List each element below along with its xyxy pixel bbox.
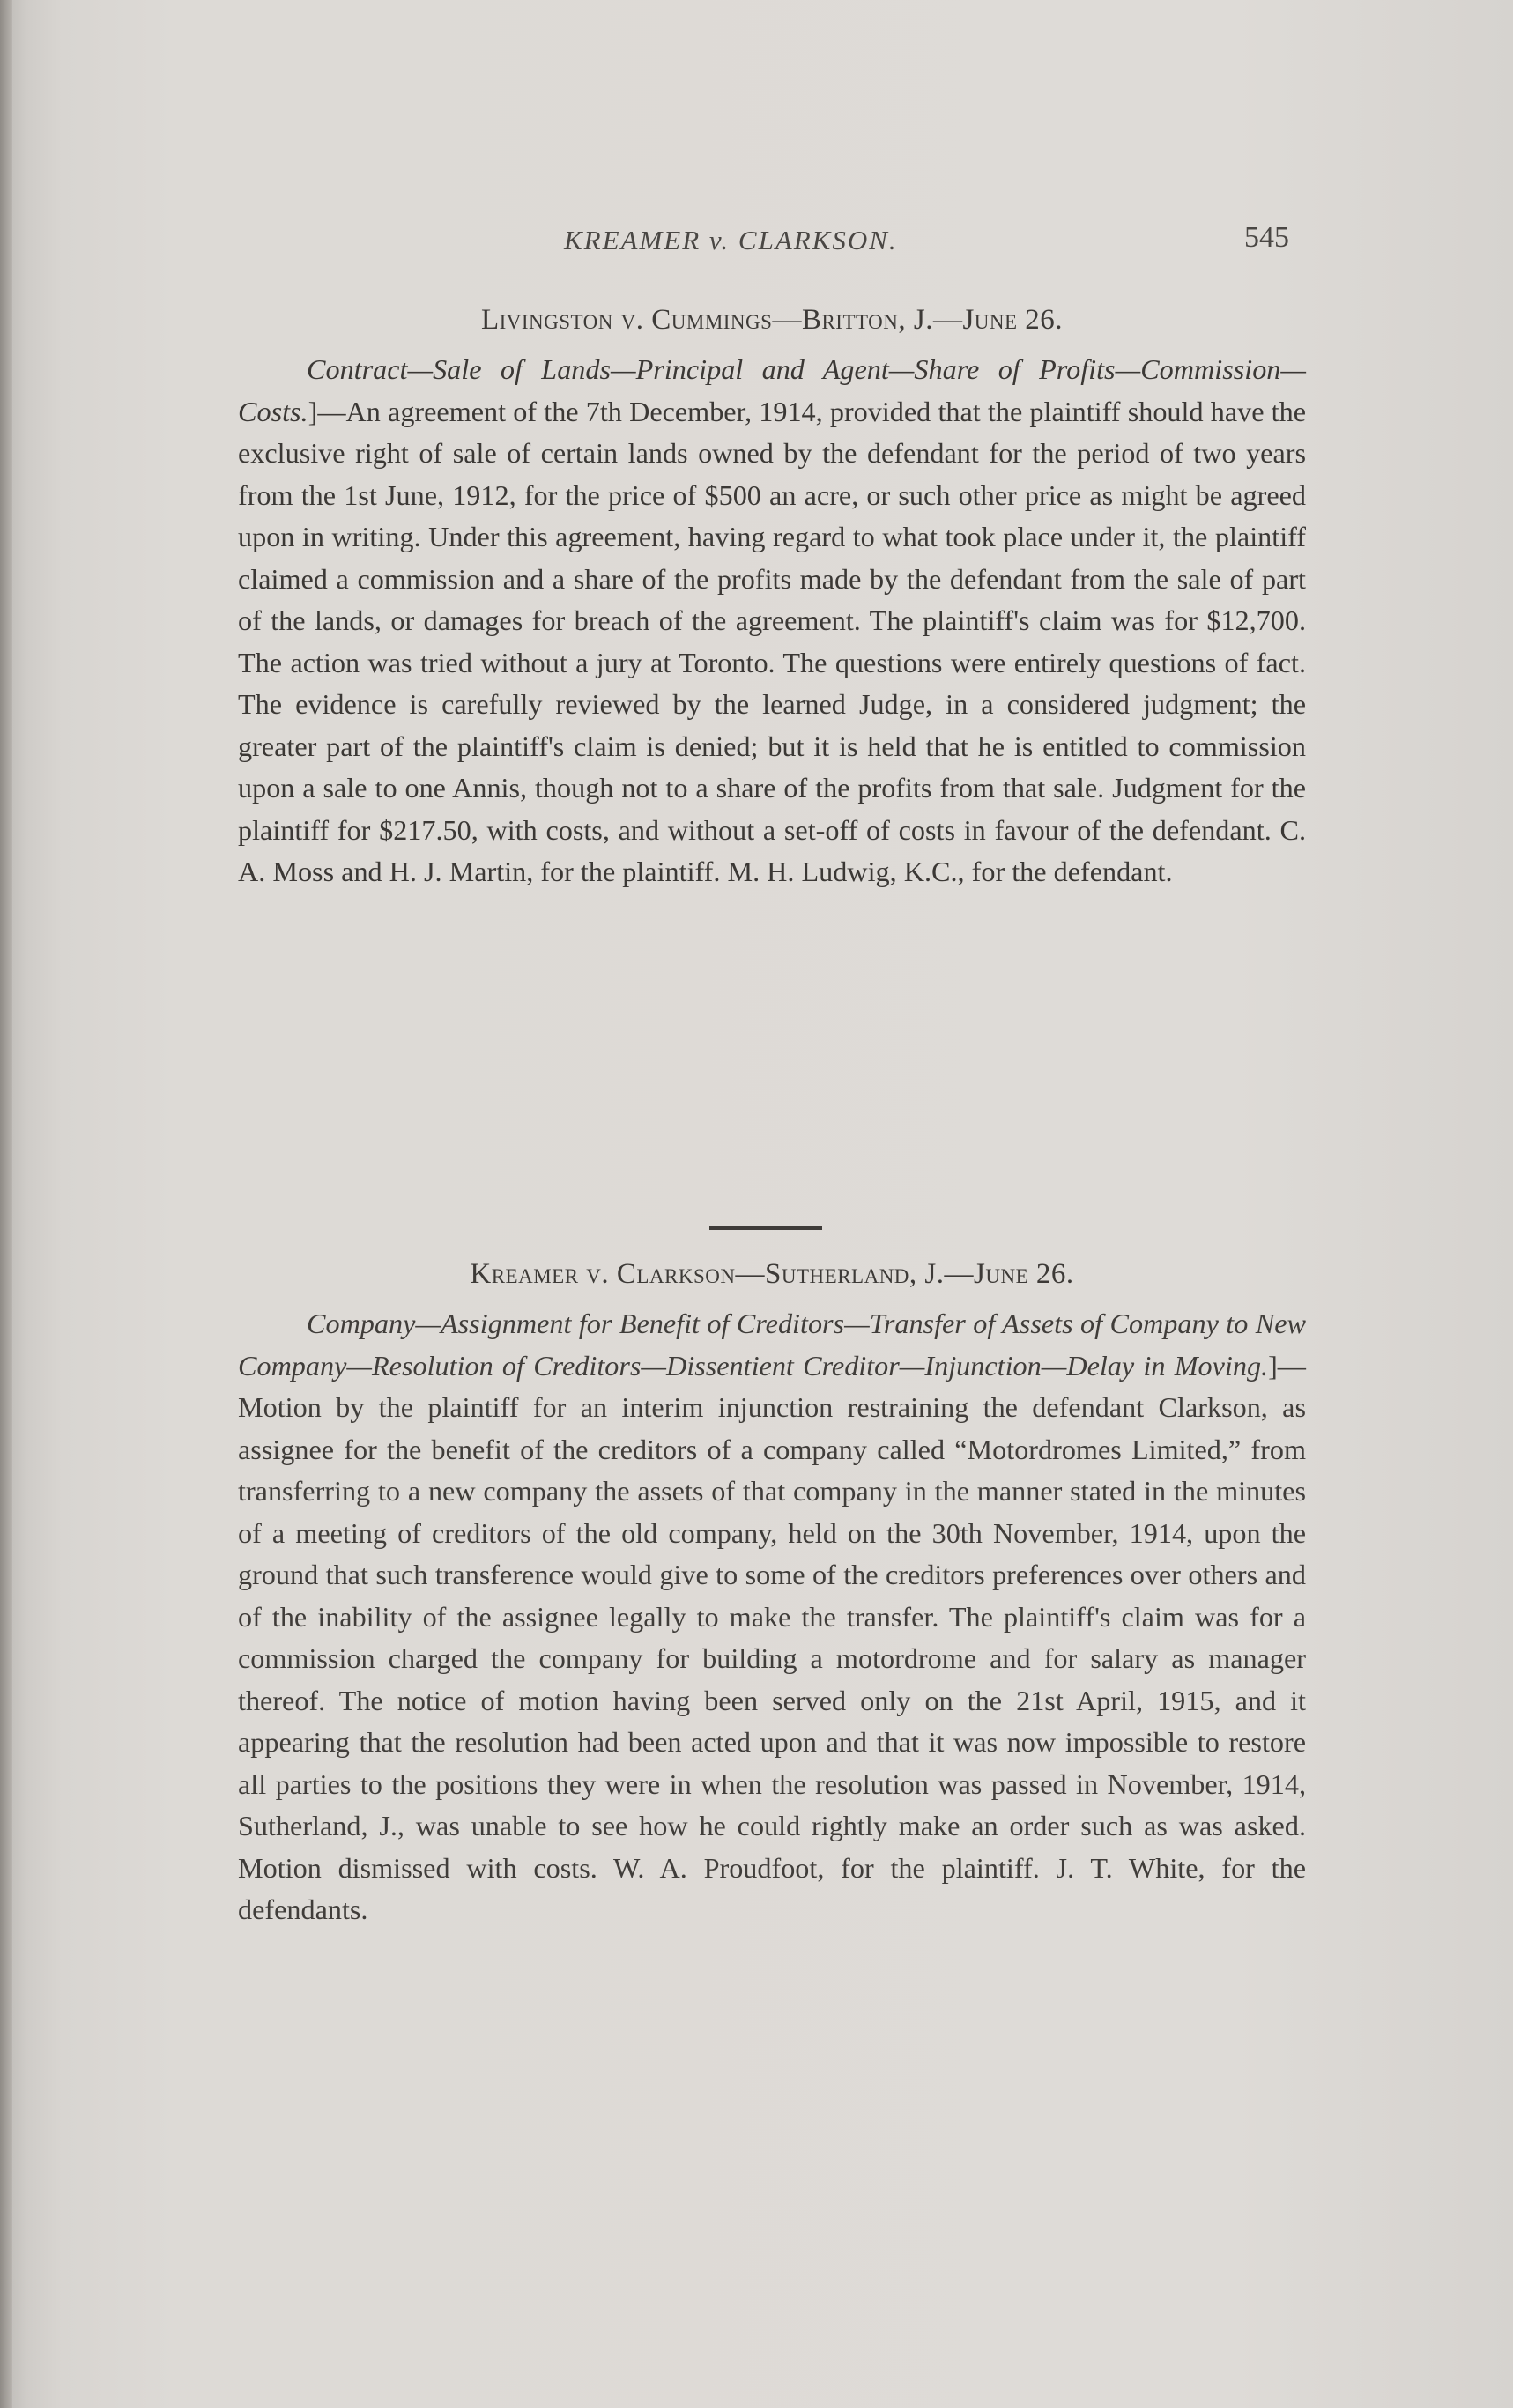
running-title: KREAMER v. CLARKSON. <box>564 225 898 256</box>
catchwords: Company—Assignment for Benefit of Creditors—Transfer of Assets of Company to New Company—Resolution of Creditors—Dissentient Creditor—Injunction—Delay in Moving. <box>238 1308 1306 1382</box>
case-kreamer-v-clarkson <box>238 1258 1306 1931</box>
binding-gutter <box>0 0 12 2408</box>
page-number: 545 <box>1244 221 1289 254</box>
case-body-text: ]—Motion by the plaintiff for an interim injunction restraining the defendant Clarkson, as assignee for the benefit of the creditors of a company called “Motordromes Limited,” from transferring to a new company the assets of that company in the manner stated in the minutes of a meeting of creditors of the old company, held on the 30th November, 1914, upon the ground that such transference would give to some of the creditors preferences over others and of the inability of the assignee legally to make the transfer. The plaintiff's claim was for a commission charged the company for building a motordrome and for salary as manager thereof. The notice of motion having been served only on the 21st April, 1915, and it appearing that the resolution had been acted upon and that it was now impossible to restore all parties to the positions they were in when the resolution was passed in November, 1914, Sutherland, J., was unable to see how he could rightly make an order such as was asked. Motion dismissed with costs. W. A. Proudfoot, for the plaintiff. J. T. White, for the defendants. <box>238 1349 1306 1925</box>
case-summary <box>238 349 1306 893</box>
case-heading <box>238 304 1306 337</box>
case-heading <box>238 1258 1306 1291</box>
catchwords: Contract—Sale of Lands—Principal and Agent—Share of Profits—Commission—Costs. <box>238 353 1306 427</box>
case-heading-text: Livingston v. Cummings—Britton, J.—June 26. <box>480 304 1064 336</box>
running-head <box>0 221 1513 278</box>
section-separator <box>709 1226 822 1230</box>
case-summary <box>238 1303 1306 1931</box>
case-heading-text: Kreamer v. Clarkson—Sutherland, J.—June 26. <box>470 1258 1074 1290</box>
case-livingston-v-cummings <box>238 304 1306 893</box>
case-body-text: ]—An agreement of the 7th December, 1914, provided that the plaintiff should have the exclusive right of sale of certain lands owned by the defendant for the period of two years from the 1st June, 1912, for the price of $500 an acre, or such other price as might be agreed upon in writing. Under this agreement, having regard to what took place under it, the plaintiff claimed a commission and a share of the profits made by the defendant from the sale of part of the lands, or damages for breach of the agreement. The plaintiff's claim was for $12,700. The action was tried without a jury at Toronto. The questions were entirely questions of fact. The evidence is carefully reviewed by the learned Judge, in a considered judgment; the greater part of the plaintiff's claim is denied; but it is held that he is entitled to commission upon a sale to one Annis, though not to a share of the profits from that sale. Judgment for the plaintiff for $217.50, with costs, and without a set-off of costs in favour of the defendant. C. A. Moss and H. J. Martin, for the plaintiff. M. H. Ludwig, K.C., for the defendant. <box>238 395 1306 887</box>
